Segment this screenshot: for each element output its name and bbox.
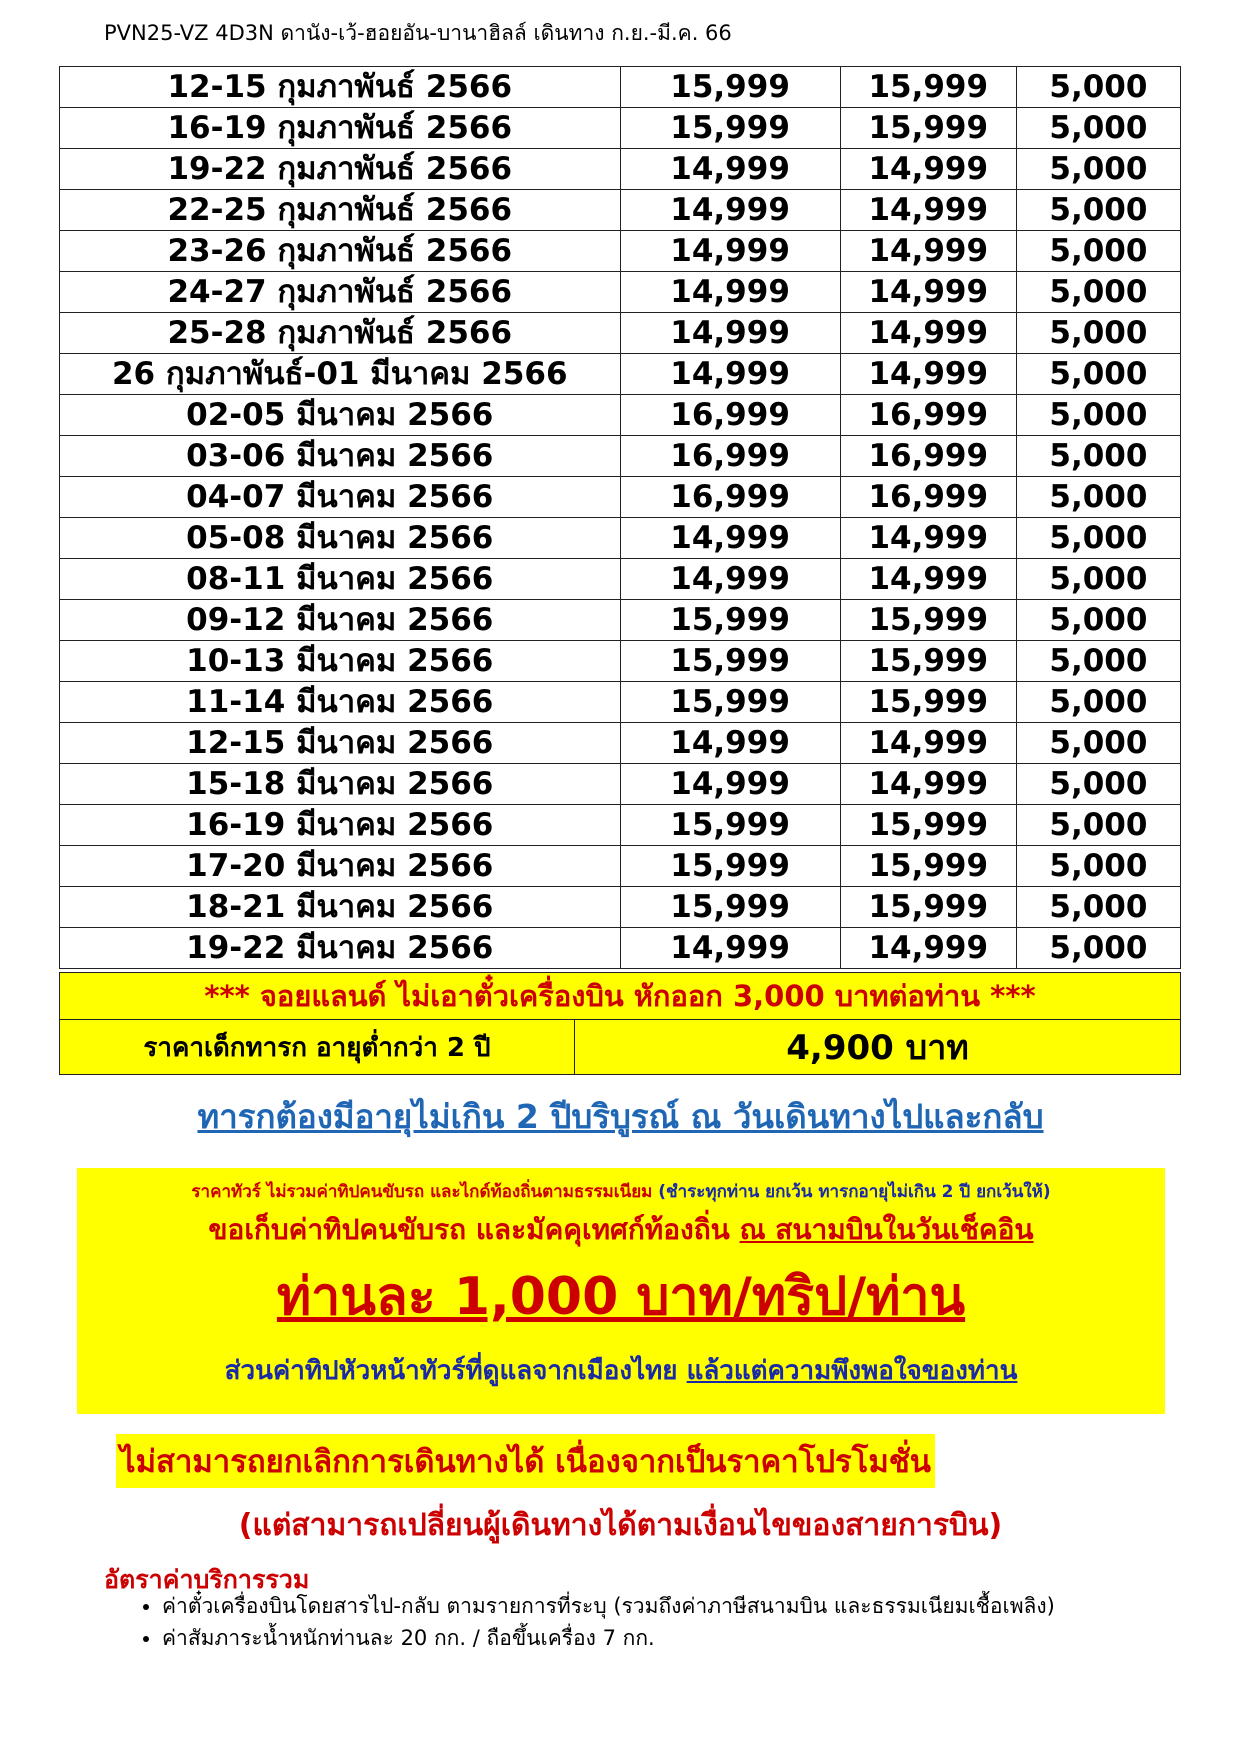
price-cell: 5,000 [1016, 231, 1180, 272]
travel-date-cell: 09-12 มีนาคม 2566 [60, 600, 621, 641]
price-cell: 14,999 [840, 518, 1016, 559]
passenger-change-note: (แต่สามารถเปลี่ยนผู้เดินทางได้ตามเงื่อนไขของสายการบิน) [238, 1508, 1003, 1543]
price-row [60, 354, 1181, 395]
price-row [60, 928, 1181, 969]
travel-date-cell: 22-25 กุมภาพันธ์ 2566 [60, 190, 621, 231]
price-cell: 16,999 [840, 477, 1016, 518]
price-cell: 14,999 [620, 928, 840, 969]
tip-amount: ท่านละ 1,000 บาท/ทริป/ท่าน [276, 1267, 966, 1327]
price-row [60, 518, 1181, 559]
price-cell: 5,000 [1016, 149, 1180, 190]
price-cell: 15,999 [620, 846, 840, 887]
price-table-body [60, 67, 1181, 969]
price-cell: 15,999 [620, 805, 840, 846]
price-row [60, 846, 1181, 887]
price-cell: 5,000 [1016, 436, 1180, 477]
price-cell: 16,999 [620, 477, 840, 518]
price-cell: 14,999 [840, 723, 1016, 764]
price-cell: 5,000 [1016, 395, 1180, 436]
tip-disclaimer-red: ราคาทัวร์ ไม่รวมค่าทิปคนขับรถ และไกด์ท้องถิ่นตามธรรมเนียม [191, 1182, 653, 1202]
tip-collection-location: ณ สนามบินในวันเช็คอิน [739, 1213, 1034, 1246]
price-cell: 14,999 [840, 313, 1016, 354]
price-cell: 5,000 [1016, 641, 1180, 682]
tip-disclaimer-blue: (ชำระทุกท่าน ยกเว้น ทารกอายุไม่เกิน 2 ปี ยกเว้นให้) [658, 1182, 1051, 1202]
price-cell: 14,999 [620, 723, 840, 764]
travel-date-cell: 24-27 กุมภาพันธ์ 2566 [60, 272, 621, 313]
price-cell: 14,999 [620, 559, 840, 600]
travel-date-cell: 18-21 มีนาคม 2566 [60, 887, 621, 928]
price-cell: 14,999 [840, 928, 1016, 969]
travel-date-cell: 10-13 มีนาคม 2566 [60, 641, 621, 682]
travel-date-cell: 16-19 มีนาคม 2566 [60, 805, 621, 846]
price-cell: 5,000 [1016, 600, 1180, 641]
price-cell: 14,999 [620, 272, 840, 313]
travel-date-cell: 02-05 มีนาคม 2566 [60, 395, 621, 436]
price-row [60, 436, 1181, 477]
document-header: PVN25-VZ 4D3N ดานัง-เว้-ฮอยอัน-บานาฮิลล์ เดินทาง ก.ย.-มี.ค. 66 [104, 21, 732, 45]
price-cell: 5,000 [1016, 477, 1180, 518]
price-cell: 15,999 [620, 600, 840, 641]
price-cell: 5,000 [1016, 190, 1180, 231]
price-cell: 14,999 [620, 764, 840, 805]
price-cell: 14,999 [620, 518, 840, 559]
price-row [60, 559, 1181, 600]
price-cell: 5,000 [1016, 518, 1180, 559]
price-cell: 5,000 [1016, 846, 1180, 887]
price-row [60, 108, 1181, 149]
tour-leader-tip-text: ส่วนค่าทิปหัวหน้าทัวร์ที่ดูแลจากเมืองไทย [224, 1356, 678, 1386]
travel-date-cell: 25-28 กุมภาพันธ์ 2566 [60, 313, 621, 354]
price-row [60, 395, 1181, 436]
travel-date-cell: 23-26 กุมภาพันธ์ 2566 [60, 231, 621, 272]
price-cell: 5,000 [1016, 108, 1180, 149]
infant-label: ราคาเด็กทารก อายุต่ำกว่า 2 ปี [60, 1020, 575, 1075]
price-cell: 15,999 [840, 600, 1016, 641]
price-cell: 15,999 [620, 641, 840, 682]
travel-date-cell: 19-22 มีนาคม 2566 [60, 928, 621, 969]
travel-date-cell: 12-15 กุมภาพันธ์ 2566 [60, 67, 621, 108]
price-cell: 15,999 [840, 805, 1016, 846]
price-cell: 5,000 [1016, 805, 1180, 846]
tour-leader-tip-note [77, 1350, 1165, 1391]
price-cell: 14,999 [620, 354, 840, 395]
price-cell: 14,999 [620, 149, 840, 190]
price-cell: 14,999 [840, 149, 1016, 190]
price-cell: 15,999 [840, 846, 1016, 887]
price-cell: 5,000 [1016, 682, 1180, 723]
price-cell: 15,999 [840, 641, 1016, 682]
price-cell: 15,999 [620, 887, 840, 928]
price-row [60, 805, 1181, 846]
price-cell: 14,999 [840, 559, 1016, 600]
tip-collection-text: ขอเก็บค่าทิปคนขับรถ และมัคคุเทศก์ท้องถิ่น [208, 1213, 730, 1246]
cancellation-note: ไม่สามารถยกเลิกการเดินทางได้ เนื่องจากเป็นราคาโปรโมชั่น [116, 1434, 935, 1488]
travel-date-cell: 05-08 มีนาคม 2566 [60, 518, 621, 559]
tip-collection-note [77, 1208, 1165, 1252]
travel-date-cell: 15-18 มีนาคม 2566 [60, 764, 621, 805]
price-cell: 5,000 [1016, 928, 1180, 969]
travel-date-cell: 16-19 กุมภาพันธ์ 2566 [60, 108, 621, 149]
price-table-footer [59, 972, 1181, 1075]
price-cell: 5,000 [1016, 354, 1180, 395]
price-cell: 15,999 [840, 887, 1016, 928]
price-cell: 15,999 [620, 67, 840, 108]
travel-date-cell: 11-14 มีนาคม 2566 [60, 682, 621, 723]
price-cell: 16,999 [620, 436, 840, 477]
tip-notice-box [77, 1168, 1165, 1414]
price-cell: 15,999 [620, 682, 840, 723]
price-cell: 5,000 [1016, 67, 1180, 108]
price-cell: 14,999 [840, 190, 1016, 231]
price-cell: 15,999 [840, 67, 1016, 108]
travel-date-cell: 08-11 มีนาคม 2566 [60, 559, 621, 600]
price-cell: 14,999 [840, 764, 1016, 805]
service-item: • ค่าตั๋วเครื่องบินโดยสารไป-กลับ ตามรายการที่ระบุ (รวมถึงค่าภาษีสนามบิน และธรรมเนียมเชื้อเพลิง) [162, 1592, 1241, 1620]
travel-date-cell: 17-20 มีนาคม 2566 [60, 846, 621, 887]
price-cell: 5,000 [1016, 887, 1180, 928]
price-table [59, 66, 1181, 969]
price-cell: 14,999 [840, 231, 1016, 272]
infant-price: 4,900 บาท [575, 1020, 1181, 1075]
price-row [60, 67, 1181, 108]
price-cell: 5,000 [1016, 272, 1180, 313]
tour-leader-tip-satisfaction: แล้วแต่ความพึงพอใจของท่าน [686, 1356, 1018, 1386]
price-row [60, 764, 1181, 805]
service-item: • ค่าสัมภาระน้ำหนักท่านละ 20 กก. / ถือขึ้นเครื่อง 7 กก. [162, 1624, 1241, 1652]
price-row [60, 641, 1181, 682]
price-cell: 14,999 [620, 313, 840, 354]
price-cell: 15,999 [840, 682, 1016, 723]
price-row [60, 887, 1181, 928]
tip-disclaimer [77, 1178, 1165, 1205]
price-cell: 16,999 [840, 436, 1016, 477]
joinland-note: *** จอยแลนด์ ไม่เอาตั๋วเครื่องบิน หักออก 3,000 บาทต่อท่าน *** [60, 973, 1181, 1020]
price-row [60, 723, 1181, 764]
travel-date-cell: 26 กุมภาพันธ์-01 มีนาคม 2566 [60, 354, 621, 395]
price-row [60, 149, 1181, 190]
travel-date-cell: 03-06 มีนาคม 2566 [60, 436, 621, 477]
price-row [60, 682, 1181, 723]
price-cell: 14,999 [620, 190, 840, 231]
price-cell: 16,999 [620, 395, 840, 436]
price-cell: 14,999 [840, 272, 1016, 313]
price-row [60, 231, 1181, 272]
price-cell: 16,999 [840, 395, 1016, 436]
travel-date-cell: 04-07 มีนาคม 2566 [60, 477, 621, 518]
services-title: อัตราค่าบริการรวม [104, 1565, 310, 1594]
price-cell: 15,999 [840, 108, 1016, 149]
travel-date-cell: 12-15 มีนาคม 2566 [60, 723, 621, 764]
price-cell: 14,999 [840, 354, 1016, 395]
travel-date-cell: 19-22 กุมภาพันธ์ 2566 [60, 149, 621, 190]
price-row [60, 272, 1181, 313]
price-row [60, 477, 1181, 518]
infant-age-note: ทารกต้องมีอายุไม่เกิน 2 ปีบริบูรณ์ ณ วันเดินทางไปและกลับ [197, 1097, 1044, 1136]
price-cell: 5,000 [1016, 764, 1180, 805]
price-row [60, 313, 1181, 354]
price-cell: 14,999 [620, 231, 840, 272]
services-list [126, 1592, 1241, 1656]
price-cell: 15,999 [620, 108, 840, 149]
price-row [60, 190, 1181, 231]
price-row [60, 600, 1181, 641]
price-cell: 5,000 [1016, 313, 1180, 354]
price-cell: 5,000 [1016, 559, 1180, 600]
price-cell: 5,000 [1016, 723, 1180, 764]
